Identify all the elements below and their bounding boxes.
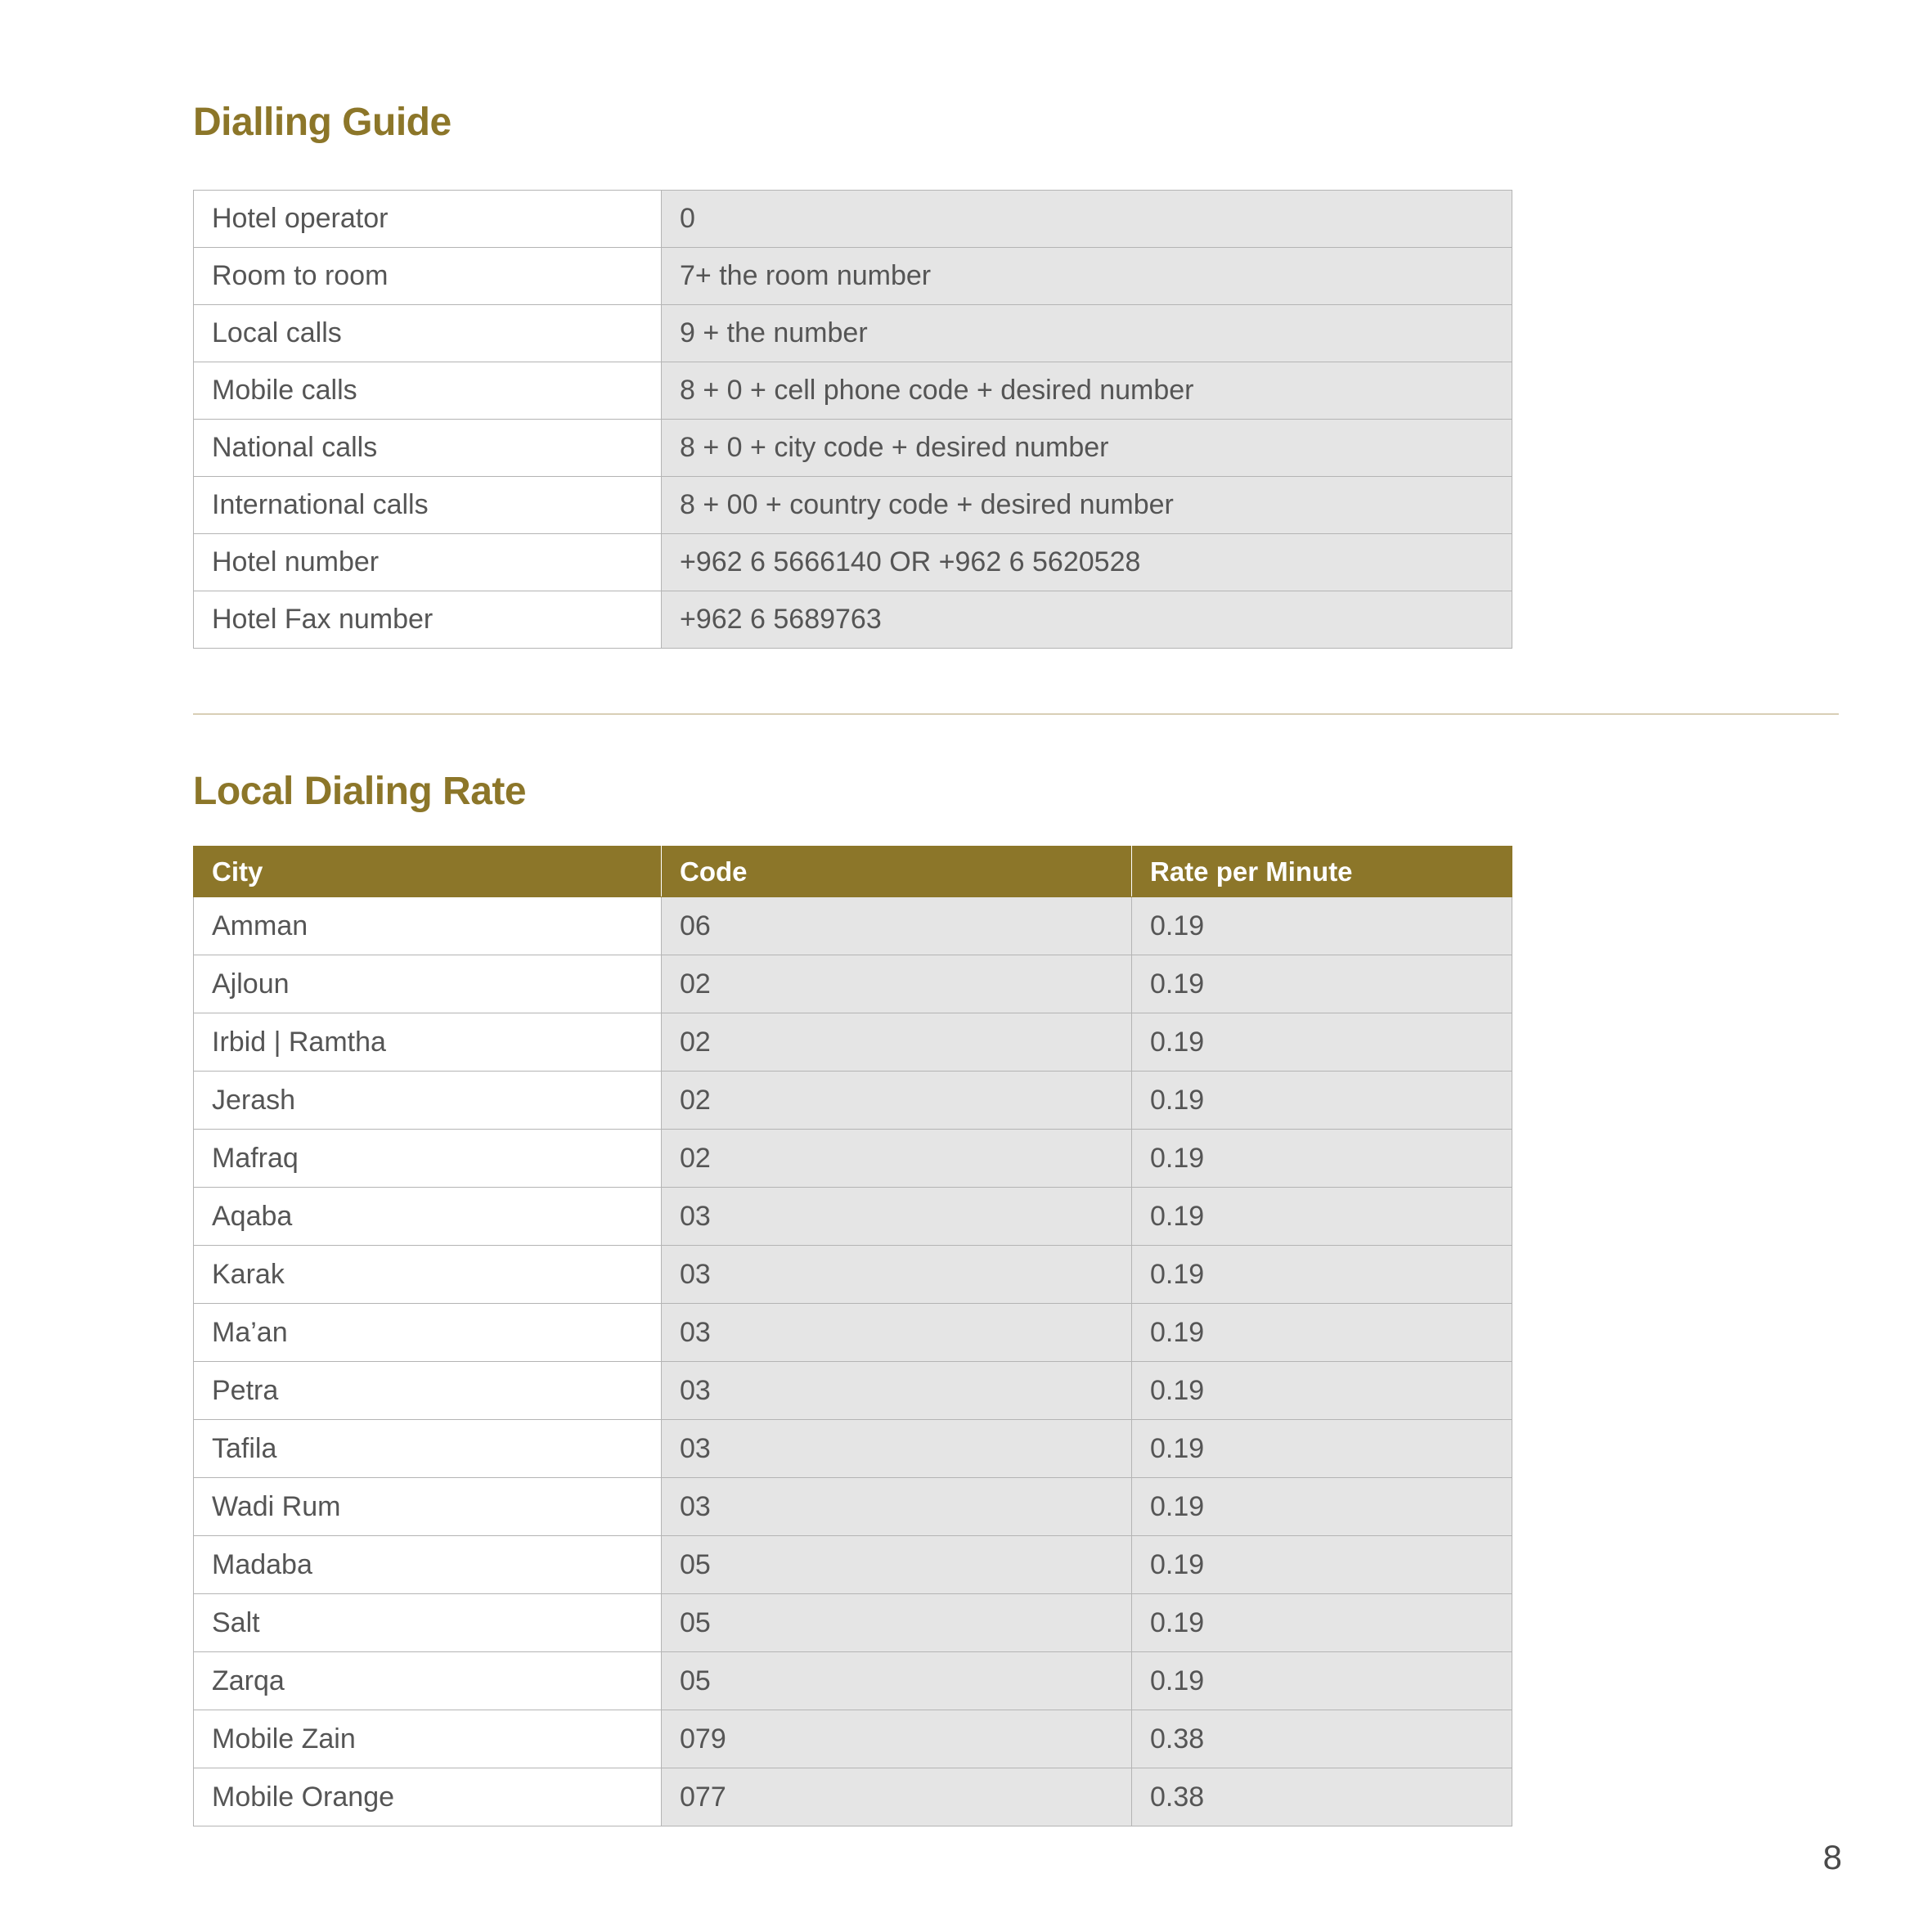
table-row bbox=[194, 1420, 1512, 1478]
city-cell: Mobile Zain bbox=[194, 1710, 662, 1768]
rate-cell: 0.19 bbox=[1132, 1072, 1512, 1130]
table-row bbox=[194, 591, 1512, 649]
dialling-guide-value-cell: +962 6 5666140 OR +962 6 5620528 bbox=[662, 534, 1512, 591]
city-cell: Zarqa bbox=[194, 1652, 662, 1710]
code-cell: 03 bbox=[662, 1304, 1132, 1362]
city-cell: Mobile Orange bbox=[194, 1768, 662, 1826]
code-cell: 03 bbox=[662, 1246, 1132, 1304]
dialling-guide-label-cell: National calls bbox=[194, 420, 662, 477]
rate-cell: 0.19 bbox=[1132, 1304, 1512, 1362]
table-row bbox=[194, 1304, 1512, 1362]
city-cell: Wadi Rum bbox=[194, 1478, 662, 1536]
dialling-guide-value-cell: 8 + 00 + country code + desired number bbox=[662, 477, 1512, 534]
rate-cell: 0.19 bbox=[1132, 1652, 1512, 1710]
table-row bbox=[194, 362, 1512, 420]
dialling-guide-label-cell: Hotel operator bbox=[194, 191, 662, 248]
code-cell: 03 bbox=[662, 1420, 1132, 1478]
table-row bbox=[194, 1188, 1512, 1246]
dialling-guide-value-cell: 7+ the room number bbox=[662, 248, 1512, 305]
city-cell: Jerash bbox=[194, 1072, 662, 1130]
code-cell: 05 bbox=[662, 1536, 1132, 1594]
dialling-guide-value-cell: +962 6 5689763 bbox=[662, 591, 1512, 649]
dialling-guide-table-body bbox=[194, 191, 1512, 649]
table-row bbox=[194, 897, 1512, 955]
dialling-guide-label-cell: Local calls bbox=[194, 305, 662, 362]
rate-cell: 0.19 bbox=[1132, 955, 1512, 1013]
table-row bbox=[194, 191, 1512, 248]
dialling-guide-value-cell: 9 + the number bbox=[662, 305, 1512, 362]
table-row bbox=[194, 305, 1512, 362]
code-cell: 03 bbox=[662, 1362, 1132, 1420]
column-header-rate: Rate per Minute bbox=[1132, 847, 1512, 897]
table-row bbox=[194, 1652, 1512, 1710]
local-dialing-rate-table-head bbox=[194, 847, 1512, 897]
code-cell: 06 bbox=[662, 897, 1132, 955]
code-cell: 077 bbox=[662, 1768, 1132, 1826]
table-row bbox=[194, 1362, 1512, 1420]
table-row bbox=[194, 1072, 1512, 1130]
rate-cell: 0.19 bbox=[1132, 1013, 1512, 1072]
dialling-guide-label-cell: Mobile calls bbox=[194, 362, 662, 420]
rate-cell: 0.19 bbox=[1132, 1478, 1512, 1536]
code-cell: 02 bbox=[662, 1072, 1132, 1130]
city-cell: Karak bbox=[194, 1246, 662, 1304]
rate-cell: 0.19 bbox=[1132, 1130, 1512, 1188]
table-header-row bbox=[194, 847, 1512, 897]
city-cell: Aqaba bbox=[194, 1188, 662, 1246]
city-cell: Salt bbox=[194, 1594, 662, 1652]
code-cell: 05 bbox=[662, 1594, 1132, 1652]
table-row bbox=[194, 1768, 1512, 1826]
dialling-guide-label-cell: Room to room bbox=[194, 248, 662, 305]
code-cell: 05 bbox=[662, 1652, 1132, 1710]
city-cell: Petra bbox=[194, 1362, 662, 1420]
page-number: 8 bbox=[1822, 1838, 1842, 1876]
table-row bbox=[194, 1130, 1512, 1188]
table-row bbox=[194, 1710, 1512, 1768]
city-cell: Ma’an bbox=[194, 1304, 662, 1362]
code-cell: 02 bbox=[662, 955, 1132, 1013]
table-row bbox=[194, 1013, 1512, 1072]
table-row bbox=[194, 248, 1512, 305]
table-row bbox=[194, 1478, 1512, 1536]
table-row bbox=[194, 1536, 1512, 1594]
rate-cell: 0.19 bbox=[1132, 1420, 1512, 1478]
dialling-guide-heading: Dialling Guide bbox=[193, 101, 452, 144]
code-cell: 02 bbox=[662, 1130, 1132, 1188]
local-dialing-rate-table-body bbox=[194, 897, 1512, 1826]
rate-cell: 0.19 bbox=[1132, 1362, 1512, 1420]
table-row bbox=[194, 1594, 1512, 1652]
dialling-guide-value-cell: 8 + 0 + cell phone code + desired number bbox=[662, 362, 1512, 420]
table-row bbox=[194, 1246, 1512, 1304]
rate-cell: 0.19 bbox=[1132, 1536, 1512, 1594]
section-divider bbox=[193, 713, 1839, 715]
dialling-guide-label-cell: International calls bbox=[194, 477, 662, 534]
city-cell: Amman bbox=[194, 897, 662, 955]
table-row bbox=[194, 477, 1512, 534]
table-row bbox=[194, 420, 1512, 477]
city-cell: Ajloun bbox=[194, 955, 662, 1013]
code-cell: 03 bbox=[662, 1188, 1132, 1246]
dialling-guide-value-cell: 8 + 0 + city code + desired number bbox=[662, 420, 1512, 477]
rate-cell: 0.38 bbox=[1132, 1768, 1512, 1826]
rate-cell: 0.38 bbox=[1132, 1710, 1512, 1768]
rate-cell: 0.19 bbox=[1132, 897, 1512, 955]
local-dialing-rate-table bbox=[193, 846, 1512, 1826]
code-cell: 079 bbox=[662, 1710, 1132, 1768]
city-cell: Tafila bbox=[194, 1420, 662, 1478]
column-header-city: City bbox=[194, 847, 662, 897]
table-row bbox=[194, 534, 1512, 591]
code-cell: 02 bbox=[662, 1013, 1132, 1072]
column-header-code: Code bbox=[662, 847, 1132, 897]
dialling-guide-label-cell: Hotel Fax number bbox=[194, 591, 662, 649]
local-dialing-rate-heading: Local Dialing Rate bbox=[193, 770, 527, 813]
dialling-guide-label-cell: Hotel number bbox=[194, 534, 662, 591]
dialling-guide-value-cell: 0 bbox=[662, 191, 1512, 248]
rate-cell: 0.19 bbox=[1132, 1246, 1512, 1304]
table-row bbox=[194, 955, 1512, 1013]
city-cell: Irbid | Ramtha bbox=[194, 1013, 662, 1072]
code-cell: 03 bbox=[662, 1478, 1132, 1536]
city-cell: Mafraq bbox=[194, 1130, 662, 1188]
dialling-guide-table bbox=[193, 190, 1512, 649]
rate-cell: 0.19 bbox=[1132, 1188, 1512, 1246]
city-cell: Madaba bbox=[194, 1536, 662, 1594]
rate-cell: 0.19 bbox=[1132, 1594, 1512, 1652]
